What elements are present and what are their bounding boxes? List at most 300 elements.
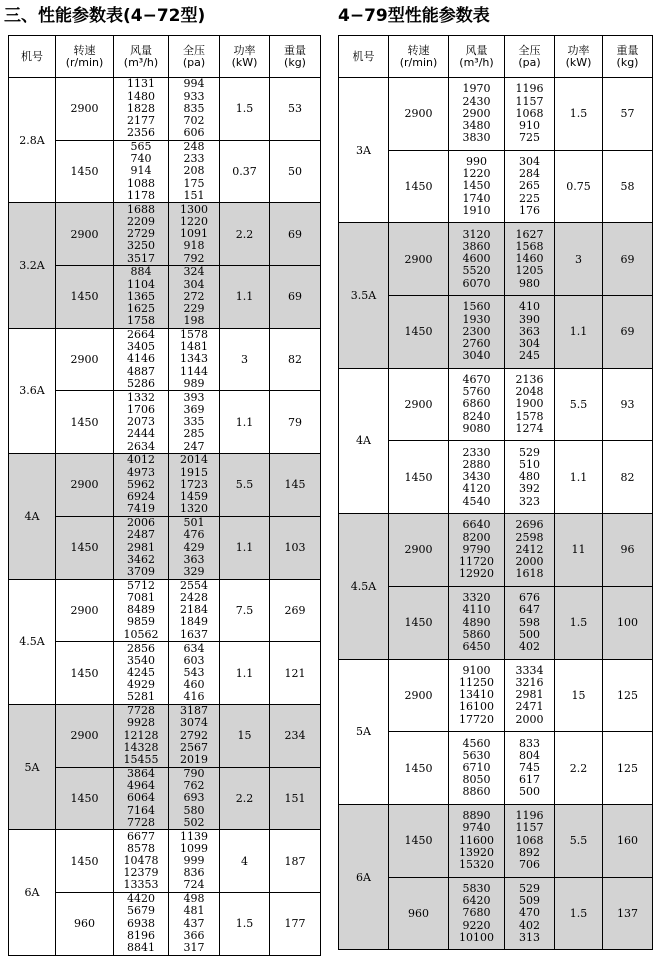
pressure-value: 1157 [515, 821, 544, 835]
flow-value: 1706 [127, 402, 155, 416]
flow-value: 7164 [127, 803, 155, 817]
pressure-value: 500 [519, 627, 540, 641]
flow-cell [114, 203, 169, 266]
header-flow: 风量 (m³/h) [449, 36, 505, 78]
flow-value: 4560 [462, 736, 491, 750]
flow-value: 1625 [127, 302, 155, 315]
flow-value: 1131 [127, 77, 155, 91]
flow-value: 1688 [127, 202, 155, 216]
pressure-value: 606 [183, 126, 205, 140]
speed-cell: 1450 [389, 441, 449, 514]
pressure-value: 1139 [180, 829, 208, 843]
flow-value: 1910 [462, 203, 491, 217]
flow-value: 2856 [127, 641, 155, 655]
pressure-value: 229 [183, 302, 205, 315]
speed-cell: 1450 [56, 140, 114, 203]
flow-value: 3830 [462, 131, 491, 145]
pressure-value: 2471 [515, 700, 544, 714]
model-cell: 5A [339, 659, 389, 804]
flow-value: 5286 [127, 376, 155, 390]
flow-value: 4964 [127, 779, 155, 793]
power-cell: 1.5 [220, 78, 270, 141]
pressure-value: 2048 [515, 385, 544, 399]
pressure-value: 3074 [180, 716, 208, 730]
pressure-value: 402 [519, 639, 540, 653]
flow-cell [114, 642, 169, 705]
flow-value: 2006 [127, 516, 155, 530]
flow-value: 2760 [462, 337, 491, 350]
pressure-value: 498 [183, 892, 205, 906]
pressure-value: 175 [183, 176, 205, 190]
flow-value: 9928 [127, 716, 155, 730]
flow-value: 5830 [462, 881, 491, 895]
flow-cell [449, 150, 505, 223]
pressure-value: 1568 [515, 239, 544, 253]
flow-value: 8200 [462, 530, 491, 544]
table-row [9, 391, 321, 454]
speed-cell: 1450 [389, 804, 449, 877]
table-row [9, 642, 321, 705]
flow-value: 1220 [462, 167, 491, 181]
speed-cell: 1450 [56, 266, 114, 329]
pressure-value: 2000 [515, 712, 544, 726]
pressure-value: 329 [183, 564, 205, 578]
weight-cell: 187 [270, 830, 321, 893]
pressure-value: 2412 [515, 542, 544, 556]
flow-value: 3250 [127, 239, 155, 253]
flow-value: 2356 [127, 126, 155, 140]
table-row [9, 78, 321, 141]
header-row [339, 36, 653, 78]
flow-value: 5760 [462, 385, 491, 399]
flow-value: 1560 [462, 300, 491, 314]
pressure-cell [169, 642, 220, 705]
flow-value: 9740 [462, 821, 491, 835]
pressure-value: 1091 [180, 227, 208, 241]
model-cell: 4.5A [9, 579, 56, 704]
pressure-value: 745 [519, 760, 540, 774]
pressure-value: 272 [183, 289, 205, 303]
pressure-value: 804 [519, 748, 540, 762]
weight-cell: 69 [603, 223, 653, 296]
flow-value: 6070 [462, 276, 491, 290]
pressure-value: 603 [183, 653, 205, 667]
power-cell: 1.1 [220, 266, 270, 329]
pressure-value: 2554 [180, 578, 208, 592]
flow-value: 9220 [462, 918, 491, 932]
pressure-value: 3187 [180, 704, 208, 718]
pressure-value: 918 [183, 239, 205, 253]
pressure-value: 1157 [515, 94, 544, 108]
flow-value: 10478 [123, 853, 159, 867]
power-cell: 2.2 [220, 203, 270, 266]
pressure-value: 509 [519, 894, 540, 908]
flow-cell [114, 516, 169, 579]
model-cell: 3.5A [339, 223, 389, 368]
header-model: 机号 [339, 36, 389, 78]
pressure-value: 693 [183, 791, 205, 805]
power-cell: 15 [220, 704, 270, 767]
pressure-value: 2000 [515, 555, 544, 569]
pressure-value: 363 [183, 552, 205, 566]
flow-value: 9080 [462, 421, 491, 435]
flow-value: 11600 [459, 833, 494, 847]
flow-value: 8240 [462, 409, 491, 423]
flow-cell [114, 328, 169, 391]
pressure-value: 2792 [180, 728, 208, 742]
flow-cell [114, 704, 169, 767]
pressure-cell [169, 391, 220, 454]
pressure-value: 1196 [515, 809, 544, 823]
power-cell: 4 [220, 830, 270, 893]
table-row [339, 659, 653, 732]
flow-value: 4012 [127, 453, 155, 467]
weight-cell: 100 [603, 586, 653, 659]
power-cell: 1.1 [555, 296, 603, 369]
flow-value: 10562 [123, 627, 159, 641]
model-cell: 4A [9, 454, 56, 579]
pressure-value: 1343 [180, 352, 208, 366]
power-cell: 15 [555, 659, 603, 732]
flow-cell [114, 78, 169, 141]
pressure-cell [169, 516, 220, 579]
pressure-cell [169, 454, 220, 517]
flow-value: 2177 [127, 113, 155, 127]
flow-cell [449, 877, 505, 950]
weight-cell: 96 [603, 514, 653, 587]
power-cell: 5.5 [555, 368, 603, 441]
pressure-value: 369 [183, 402, 205, 416]
flow-value: 3120 [462, 227, 491, 241]
pressure-value: 304 [519, 155, 540, 169]
speed-cell: 2900 [389, 78, 449, 151]
table-4-72 [8, 35, 321, 956]
flow-value: 7728 [127, 704, 155, 718]
flow-value: 1104 [127, 277, 155, 291]
pressure-value: 460 [183, 678, 205, 692]
flow-value: 13920 [459, 845, 494, 859]
flow-value: 11720 [459, 555, 494, 569]
power-cell: 3 [220, 328, 270, 391]
power-cell: 1.5 [555, 586, 603, 659]
flow-value: 1332 [127, 390, 155, 404]
flow-value: 2634 [127, 439, 155, 453]
table-row [339, 368, 653, 441]
pressure-value: 647 [519, 603, 540, 617]
flow-value: 3405 [127, 340, 155, 354]
flow-value: 4929 [127, 678, 155, 692]
speed-cell: 2900 [389, 514, 449, 587]
flow-value: 12920 [459, 567, 494, 581]
weight-cell: 58 [603, 150, 653, 223]
power-cell: 5.5 [220, 454, 270, 517]
pressure-value: 790 [183, 766, 205, 780]
power-cell: 3 [555, 223, 603, 296]
pressure-value: 1144 [180, 364, 208, 378]
flow-value: 7419 [127, 502, 155, 516]
pressure-value: 529 [519, 445, 540, 459]
pressure-value: 2696 [515, 518, 544, 532]
table-row [9, 516, 321, 579]
pressure-cell [169, 767, 220, 830]
weight-cell: 57 [603, 78, 653, 151]
pressure-cell [169, 704, 220, 767]
table-row [9, 892, 321, 955]
flow-value: 884 [130, 265, 152, 279]
header-weight: 重量 (kg) [603, 36, 653, 78]
pressure-cell [169, 140, 220, 203]
flow-value: 1758 [127, 314, 155, 328]
pressure-value: 429 [183, 540, 205, 554]
flow-value: 5281 [127, 690, 155, 704]
flow-value: 4890 [462, 615, 491, 629]
pressure-value: 335 [183, 415, 205, 429]
speed-cell: 1450 [389, 586, 449, 659]
pressure-value: 317 [183, 941, 205, 955]
flow-cell [449, 732, 505, 805]
flow-value: 6860 [462, 397, 491, 411]
power-cell: 5.5 [555, 804, 603, 877]
pressure-value: 999 [183, 853, 205, 867]
flow-cell [449, 296, 505, 369]
speed-cell: 1450 [56, 830, 114, 893]
flow-value: 1970 [462, 82, 491, 96]
table-row [339, 223, 653, 296]
pressure-value: 402 [519, 918, 540, 932]
flow-value: 2444 [127, 427, 155, 441]
pressure-value: 416 [183, 690, 205, 704]
flow-value: 1088 [127, 176, 155, 190]
header-pressure: 全压 (pa) [505, 36, 555, 78]
pressure-value: 2598 [515, 530, 544, 544]
pressure-value: 725 [519, 131, 540, 145]
flow-cell [114, 391, 169, 454]
speed-cell: 2900 [56, 203, 114, 266]
table-body [339, 78, 653, 950]
flow-value: 8890 [462, 809, 491, 823]
pressure-value: 910 [519, 118, 540, 132]
pressure-value: 151 [183, 188, 205, 202]
flow-value: 2981 [127, 540, 155, 554]
flow-value: 2330 [462, 445, 491, 459]
pressure-value: 529 [519, 881, 540, 895]
pressure-value: 437 [183, 916, 205, 930]
power-cell: 2.2 [220, 767, 270, 830]
flow-value: 6420 [462, 894, 491, 908]
pressure-value: 500 [519, 785, 540, 799]
pressure-value: 323 [519, 494, 540, 508]
flow-value: 3480 [462, 118, 491, 132]
flow-value: 3462 [127, 552, 155, 566]
pressure-value: 1068 [515, 833, 544, 847]
flow-value: 4146 [127, 352, 155, 366]
pressure-cell [505, 368, 555, 441]
header-model: 机号 [9, 36, 56, 78]
weight-cell: 69 [603, 296, 653, 369]
power-cell: 1.5 [220, 892, 270, 955]
pressure-value: 2019 [180, 753, 208, 767]
pressure-value: 247 [183, 439, 205, 453]
pressure-value: 634 [183, 641, 205, 655]
flow-value: 8860 [462, 785, 491, 799]
pressure-value: 762 [183, 779, 205, 793]
table-row [9, 454, 321, 517]
flow-value: 16100 [459, 700, 494, 714]
pressure-cell [169, 579, 220, 642]
pressure-value: 1459 [180, 490, 208, 504]
weight-cell: 269 [270, 579, 321, 642]
flow-cell [449, 368, 505, 441]
flow-value: 5962 [127, 477, 155, 491]
flow-value: 3860 [462, 239, 491, 253]
table-row [9, 328, 321, 391]
flow-value: 2073 [127, 415, 155, 429]
table-row [9, 266, 321, 329]
pressure-value: 980 [519, 276, 540, 290]
pressure-value: 892 [519, 845, 540, 859]
flow-value: 1365 [127, 289, 155, 303]
speed-cell: 2900 [56, 328, 114, 391]
flow-value: 8489 [127, 603, 155, 617]
pressure-value: 2136 [515, 373, 544, 387]
flow-value: 2664 [127, 328, 155, 342]
pressure-value: 1618 [515, 567, 544, 581]
pressure-cell [505, 150, 555, 223]
flow-value: 14328 [123, 740, 159, 754]
pressure-cell [505, 877, 555, 950]
flow-value: 4887 [127, 364, 155, 378]
table-body [9, 78, 321, 956]
pressure-cell [169, 830, 220, 893]
flow-value: 3540 [127, 653, 155, 667]
flow-value: 2430 [462, 94, 491, 108]
table-row [339, 78, 653, 151]
speed-cell: 2900 [389, 368, 449, 441]
flow-value: 11250 [459, 676, 494, 690]
flow-value: 3517 [127, 251, 155, 265]
pressure-value: 706 [519, 858, 540, 872]
flow-value: 1930 [462, 312, 491, 326]
pressure-value: 225 [519, 191, 540, 205]
pressure-cell [169, 328, 220, 391]
power-cell: 11 [555, 514, 603, 587]
table-row [9, 140, 321, 203]
model-cell: 4.5A [339, 514, 389, 659]
pressure-value: 1915 [180, 465, 208, 479]
power-cell: 7.5 [220, 579, 270, 642]
flow-value: 2880 [462, 457, 491, 471]
pressure-value: 1068 [515, 106, 544, 120]
pressure-value: 835 [183, 101, 205, 115]
model-cell: 5A [9, 704, 56, 829]
pressure-value: 989 [183, 376, 205, 390]
flow-value: 1178 [127, 188, 155, 202]
weight-cell: 103 [270, 516, 321, 579]
header-pressure: 全压 (pa) [169, 36, 220, 78]
pressure-value: 836 [183, 866, 205, 880]
weight-cell: 69 [270, 203, 321, 266]
flow-cell [114, 830, 169, 893]
table-row [339, 514, 653, 587]
pressure-value: 304 [519, 337, 540, 350]
flow-value: 5679 [127, 904, 155, 918]
flow-value: 15455 [123, 753, 159, 767]
speed-cell: 1450 [389, 150, 449, 223]
table-row [9, 704, 321, 767]
flow-value: 1740 [462, 191, 491, 205]
model-cell: 2.8A [9, 78, 56, 203]
flow-value: 565 [130, 140, 152, 154]
speed-cell: 1450 [389, 296, 449, 369]
flow-cell [114, 767, 169, 830]
pressure-value: 410 [519, 300, 540, 314]
pressure-value: 1900 [515, 397, 544, 411]
flow-cell [449, 223, 505, 296]
model-cell: 6A [339, 804, 389, 949]
pressure-value: 994 [183, 77, 205, 91]
flow-value: 2209 [127, 214, 155, 228]
flow-value: 914 [130, 164, 152, 178]
pressure-value: 833 [519, 736, 540, 750]
flow-value: 1828 [127, 101, 155, 115]
header-flow: 风量 (m³/h) [114, 36, 169, 78]
model-cell: 4A [339, 368, 389, 513]
weight-cell: 79 [270, 391, 321, 454]
weight-cell: 53 [270, 78, 321, 141]
pressure-value: 3334 [515, 663, 544, 677]
flow-value: 4540 [462, 494, 491, 508]
flow-value: 4973 [127, 465, 155, 479]
flow-value: 12379 [123, 866, 159, 880]
pressure-value: 390 [519, 312, 540, 326]
speed-cell: 2900 [56, 78, 114, 141]
flow-value: 15320 [459, 858, 494, 872]
weight-cell: 125 [603, 732, 653, 805]
pressure-value: 265 [519, 179, 540, 193]
pressure-value: 598 [519, 615, 540, 629]
pressure-value: 501 [183, 516, 205, 530]
flow-cell [114, 454, 169, 517]
pressure-value: 1578 [515, 409, 544, 423]
left-table-title: 三、性能参数表(4−72型) [4, 6, 206, 26]
table-row [9, 830, 321, 893]
pressure-cell [505, 296, 555, 369]
right-table-title: 4−79型性能参数表 [338, 6, 490, 26]
flow-value: 7081 [127, 591, 155, 605]
header-weight: 重量 (kg) [270, 36, 321, 78]
flow-value: 6924 [127, 490, 155, 504]
flow-value: 5520 [462, 264, 491, 278]
pressure-value: 284 [519, 167, 540, 181]
pressure-value: 304 [183, 277, 205, 291]
pressure-value: 245 [519, 349, 540, 363]
pressure-value: 233 [183, 152, 205, 166]
flow-value: 13353 [123, 878, 159, 892]
pressure-value: 285 [183, 427, 205, 441]
header-row [9, 36, 321, 78]
weight-cell: 145 [270, 454, 321, 517]
power-cell: 1.5 [555, 78, 603, 151]
weight-cell: 82 [270, 328, 321, 391]
pressure-value: 1460 [515, 252, 544, 266]
flow-value: 2900 [462, 106, 491, 120]
flow-value: 3430 [462, 470, 491, 484]
pressure-value: 2981 [515, 688, 544, 702]
flow-value: 13410 [459, 688, 494, 702]
flow-value: 7680 [462, 906, 491, 920]
weight-cell: 160 [603, 804, 653, 877]
pressure-value: 933 [183, 89, 205, 103]
